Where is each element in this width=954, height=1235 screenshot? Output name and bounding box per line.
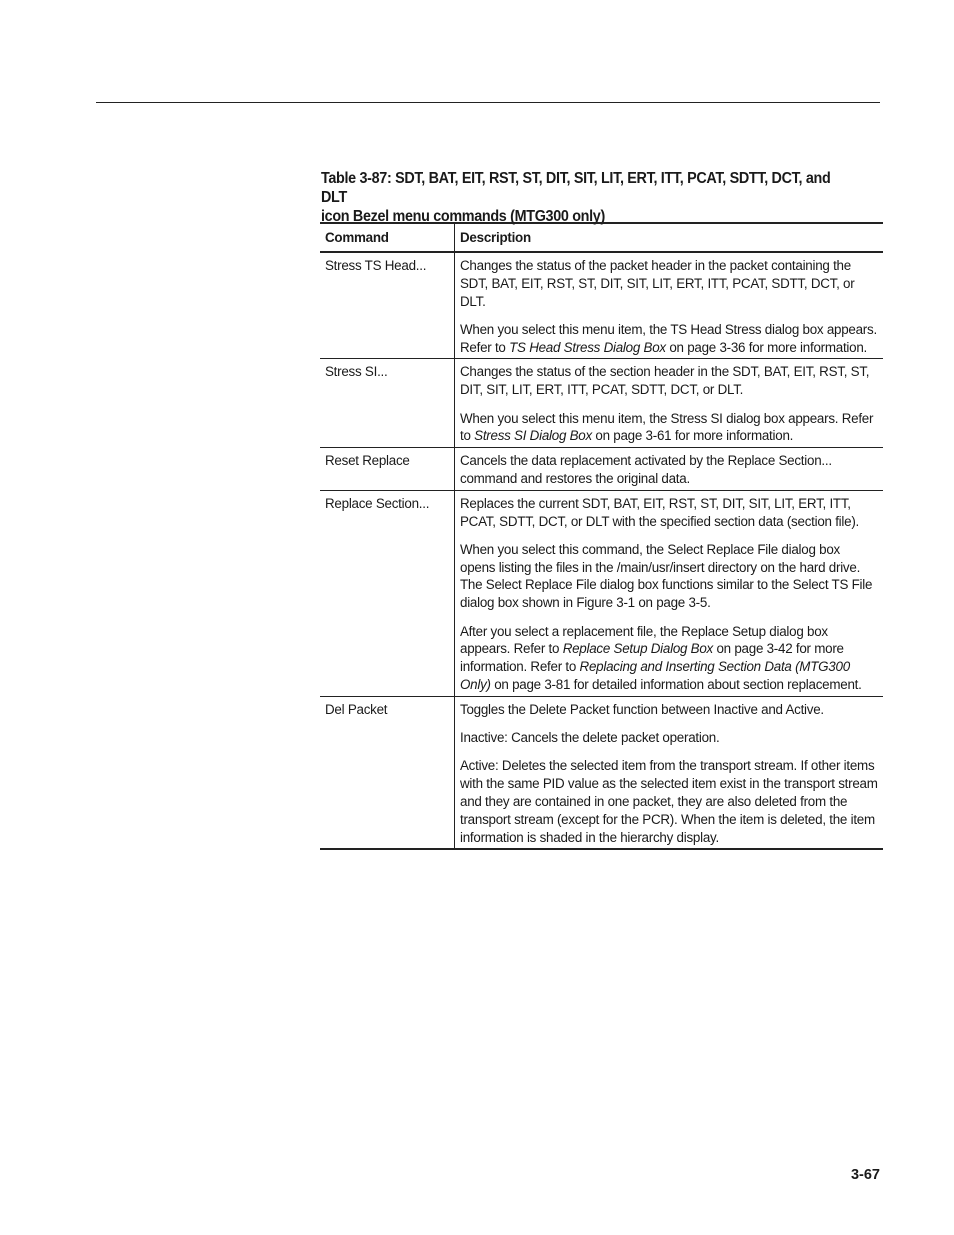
table-body — [320, 252, 883, 849]
description-text: When you select this command, the Select Replace File dialog box opens listing the files in the /main/usr/insert directory on the hard drive. The Select Replace File dialog box functions similar to the Select TS File dialog box shown in Figure 3-1 on page 3-5. — [460, 541, 873, 611]
table-row — [320, 696, 883, 849]
description-paragraph — [460, 321, 878, 357]
table-row — [320, 359, 883, 448]
description-text: Inactive: Cancels the delete packet operation. — [460, 730, 720, 746]
table-row — [320, 252, 883, 359]
description-text: Changes the status of the packet header in the packet containing the SDT, BAT, EIT, RST, ST, DIT, SIT, LIT, ERT, ITT, PCAT, SDTT, DCT, or DLT. — [460, 258, 855, 309]
description-paragraph — [460, 495, 878, 531]
table-caption: Table 3-87: SDT, BAT, EIT, RST, ST, DIT, SIT, LIT, ERT, ITT, PCAT, SDTT, DCT, and DLT icon Bezel menu commands (MTG300 only) — [321, 170, 831, 225]
command-cell: Stress SI... — [320, 359, 455, 448]
command-cell: Stress TS Head... — [320, 252, 455, 359]
description-cell — [455, 359, 884, 448]
description-text: After you select a replacement file, the Replace Setup dialog box appears. Refer to — [460, 623, 828, 657]
description-cell — [455, 696, 884, 849]
description-paragraph — [460, 729, 878, 747]
description-text: When you select this menu item, the TS Head Stress dialog box appears. Refer to — [460, 321, 877, 355]
description-text: on page 3-81 for detailed information about section replacement. — [490, 676, 862, 692]
table-row — [320, 490, 883, 696]
table-row — [320, 448, 883, 491]
cross-reference-text: Replacing and Inserting Section Data (MTG300 Only) — [460, 659, 850, 692]
description-text: Changes the status of the section header in the SDT, BAT, EIT, RST, ST, DIT, SIT, LIT, ERT, ITT, PCAT, SDTT, DCT, or DLT. — [460, 364, 870, 398]
description-text: Replaces the current SDT, BAT, EIT, RST, ST, DIT, SIT, LIT, ERT, ITT, PCAT, SDTT, DCT, or DLT with the specified section data (section file). — [460, 495, 859, 529]
table-header-row — [320, 223, 883, 252]
description-paragraph — [460, 363, 878, 399]
description-cell — [455, 252, 884, 359]
cross-reference-text: Replace Setup Dialog Box — [562, 641, 714, 657]
description-paragraph — [460, 452, 878, 488]
description-paragraph — [460, 623, 878, 694]
description-cell — [455, 448, 884, 491]
command-cell: Replace Section... — [320, 490, 455, 696]
cross-reference-text: TS Head Stress Dialog Box — [509, 339, 666, 355]
description-paragraph — [460, 257, 878, 310]
description-text: on page 3-36 for more information. — [665, 339, 868, 355]
description-text: Active: Deletes the selected item from the transport stream. If other items with the same PID value as the selected item exist in the transport stream and they are contained in one packet, they are also deleted from the transport stream (except for the PCR). When the item is deleted, the item information is shaded in the hierarchy display. — [460, 758, 878, 845]
commands-table — [320, 222, 883, 850]
description-paragraph — [460, 541, 878, 612]
description-paragraph — [460, 410, 878, 446]
command-cell: Del Packet — [320, 696, 455, 849]
command-cell: Reset Replace — [320, 448, 455, 491]
description-paragraph — [460, 757, 878, 846]
description-paragraph — [460, 701, 878, 719]
description-cell — [455, 490, 884, 696]
cross-reference-text: Stress SI Dialog Box — [474, 428, 592, 444]
description-text: on page 3-42 for more information. Refer to — [460, 641, 844, 675]
description-text: Cancels the data replacement activated by the Replace Section... command and restores the original data. — [460, 453, 832, 486]
description-text: When you select this menu item, the Stress SI dialog box appears. Refer to — [460, 410, 874, 444]
description-text: Toggles the Delete Packet function between Inactive and Active. — [460, 701, 824, 717]
column-header-description: Description — [455, 223, 884, 252]
page-number: 3-67 — [850, 1167, 880, 1183]
column-header-command: Command — [320, 223, 455, 252]
description-text: on page 3-61 for more information. — [591, 428, 794, 444]
header-rule — [96, 102, 880, 103]
